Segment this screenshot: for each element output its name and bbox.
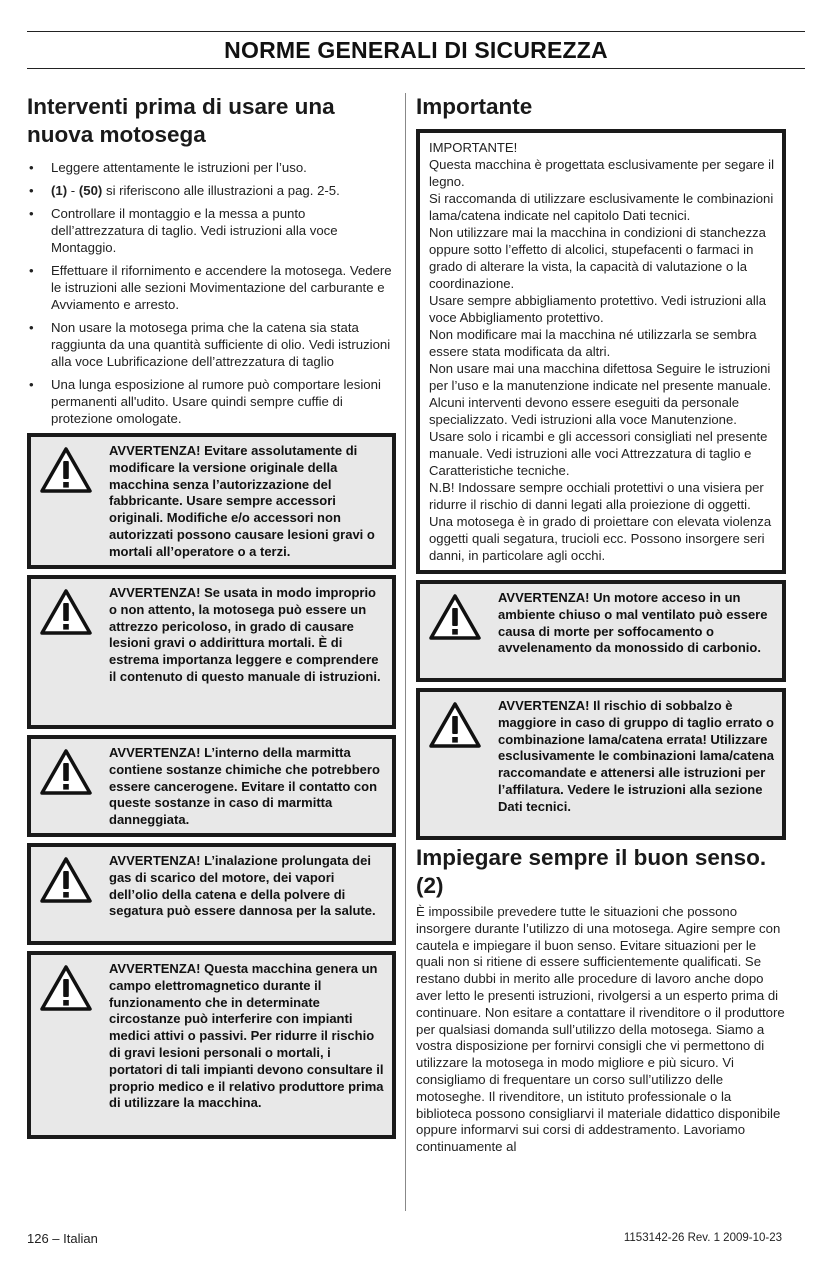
warning-triangle-icon — [39, 961, 103, 1127]
warning-text: AVVERTENZA! L’interno della marmitta contiene sostanze chimiche che potrebbero essere cancerogene. Evitare il contatto con queste sostanze in caso di marmitta danneggiata. — [109, 745, 380, 828]
section-heading-before-use: Interventi prima di usare una nuova motosega — [27, 94, 335, 147]
page-header — [27, 31, 805, 69]
important-line: IMPORTANTE! — [429, 140, 518, 155]
list-item — [27, 262, 396, 313]
document-reference: 1153142-26 Rev. 1 2009-10-23 — [623, 1232, 782, 1244]
warning-box — [27, 951, 396, 1139]
important-line: Non modificare mai la macchina né utilizzarla se sembra essere stata modificata da altri. — [429, 327, 757, 359]
list-item-separator: - — [67, 183, 79, 198]
warning-triangle-icon — [39, 853, 103, 933]
warning-text: AVVERTENZA! Un motore acceso in un ambiente chiuso o mal ventilato può essere causa di morte per soffocamento o avvelenamento da monossido di carbonio. — [498, 590, 768, 656]
column-divider — [405, 93, 406, 1211]
important-line: Questa macchina è progettata esclusivamente per segare il legno. — [429, 157, 774, 189]
warning-triangle-icon — [428, 698, 492, 828]
bullet-mark: • — [29, 263, 34, 278]
bullet-mark: • — [29, 183, 34, 198]
list-item-text: Controllare il montaggio e la messa a punto dell’attrezzatura di taglio. Vedi istruzioni alla voce Montaggio. — [51, 206, 338, 255]
important-line: Usare solo i ricambi e gli accessori consigliati nel presente manuale. Vedi istruzioni alle voci Attrezzatura di taglio e Caratteristiche tecniche. — [429, 429, 768, 478]
bullet-mark: • — [29, 377, 34, 392]
warning-triangle-icon — [39, 585, 103, 717]
important-notice-box — [416, 129, 786, 574]
warning-triangle-icon — [428, 590, 492, 670]
bullet-mark: • — [29, 160, 34, 175]
warning-text: AVVERTENZA! Evitare assolutamente di modificare la versione originale della macchina senza l’autorizzazione del fabbricante. Usare sempre accessori originali. Modifiche e/o accessori non autorizzati possono causare lesioni gravi o mortali all’operatore o a terzi. — [109, 443, 375, 559]
list-item — [27, 319, 396, 370]
common-sense-paragraph: È impossibile prevedere tutte le situazioni che possono insorgere durante l’utilizzo di una motosega. Agire sempre con cautela e impiegare il buon senso. Evitare situazioni per le quali non si ritiene di essere sufficientemente qualificati. Se restano dubbi in merito alle procedure di lavoro anche dopo aver letto le presenti istruzioni, rivolgersi a un esperto prima di continuare. Non esitare a contattare il rivenditore o il produttore per qualsiasi domanda sull’utilizzo della motosega. Siamo a vostra disposizione per fornirvi consigli che vi permettono di utilizzare la motosega in modo migliore e più sicuro. Vi consigliamo di frequentare un corso sull’utilizzo delle motoseghe. Il rivenditore, un istituto professionale o la biblioteca possono consigliarvi il materiale didattico disponibile oppure informarvi sui corsi di addestramento. Lavoriamo continuamente al — [416, 904, 785, 1155]
section-heading-common-sense: Impiegare sempre il buon senso. (2) — [416, 845, 767, 898]
section-heading-important: Importante — [416, 94, 533, 119]
warning-text: AVVERTENZA! Se usata in modo improprio o non attento, la motosega può essere un attrezzo pericoloso, in grado di causare lesioni gravi o addirittura mortali. È di estrema importanza leggere e comprendere il contenuto di questo manuale di istruzioni. — [109, 585, 381, 684]
left-column — [27, 93, 396, 1139]
page-title: NORME GENERALI DI SICUREZZA — [224, 36, 608, 63]
warning-box — [27, 575, 396, 729]
important-line: Non usare mai una macchina difettosa Seguire le istruzioni per l’uso e la manutenzione indicate nel presente manuale. Alcuni interventi devono essere eseguiti da personale specializzato. Vedi istruzioni alla voce Manutenzione. — [429, 361, 772, 427]
warning-text: AVVERTENZA! Questa macchina genera un campo elettromagnetico durante il funzionamento che in determinate circostanze può interferire con impianti medici attivi o passivi. Per ridurre il rischio di gravi lesioni personali o mortali, i portatori di tali impianti devono consultare il proprio medico e il relativo produttore prima di utilizzare la macchina. — [109, 961, 384, 1111]
warning-box — [416, 688, 786, 840]
list-item-text: Una lunga esposizione al rumore può comportare lesioni permanenti all'udito. Usare quindi sempre cuffie di protezione omologate. — [51, 377, 381, 426]
bullet-list — [27, 159, 396, 427]
warning-text: AVVERTENZA! L’inalazione prolungata dei gas di scarico del motore, dei vapori dell’olio della catena e della polvere di segatura può essere dannosa per la salute. — [109, 853, 376, 919]
warning-box — [27, 735, 396, 837]
list-item — [27, 159, 396, 176]
warning-box — [27, 843, 396, 945]
page-number: 126 – Italian — [27, 1231, 98, 1246]
warning-text: AVVERTENZA! Il rischio di sobbalzo è maggiore in caso di gruppo di taglio errato o combinazione lama/catena errata! Utilizzare esclusivamente le combinazioni lama/catena raccomandate e attenersi alle istruzioni per l’affilatura. Vedere le istruzioni alla sezione Dati tecnici. — [498, 698, 775, 814]
right-column — [416, 93, 786, 1156]
list-item-text: si riferiscono alle illustrazioni a pag. 2-5. — [102, 183, 340, 198]
list-item — [27, 182, 396, 199]
warning-box — [416, 580, 786, 682]
important-line: Usare sempre abbigliamento protettivo. Vedi istruzioni alla voce Abbigliamento protettivo. — [429, 293, 766, 325]
list-item-text: Non usare la motosega prima che la catena sia stata raggiunta da una quantità sufficiente di olio. Vedi istruzioni alla voce Lubrificazione dell’attrezzatura di taglio — [51, 320, 391, 369]
figure-ref-start: (1) — [51, 183, 68, 198]
figure-ref-end: (50) — [78, 183, 103, 198]
warning-box — [27, 433, 396, 569]
important-line: Si raccomanda di utilizzare esclusivamente le combinazioni lama/catena indicate nel capitolo Dati tecnici. — [429, 191, 774, 223]
warning-triangle-icon — [39, 443, 103, 557]
list-item-text: Effettuare il rifornimento e accendere la motosega. Vedere le istruzioni alle sezioni Movimentazione del carburante e Avviamento e arresto. — [51, 263, 392, 312]
list-item-text: Leggere attentamente le istruzioni per l’uso. — [51, 160, 307, 175]
list-item — [27, 376, 396, 427]
important-line: N.B! Indossare sempre occhiali protettivi o una visiera per ridurre il rischio di danni legati alla proiezione di oggetti. Una motosega è in grado di proiettare con elevata violenza oggetti quali segatura, trucioli ecc. Possono insorgere seri danni, in particolare agli occhi. — [429, 480, 772, 563]
important-line: Non utilizzare mai la macchina in condizioni di stanchezza oppure sotto l’effetto di alcolici, stupefacenti o farmaci in grado di alterare la vista, la capacità di valutazione o la coordinazione. — [429, 225, 766, 291]
bullet-mark: • — [29, 320, 34, 335]
list-item — [27, 205, 396, 256]
warning-triangle-icon — [39, 745, 103, 825]
bullet-mark: • — [29, 206, 34, 221]
